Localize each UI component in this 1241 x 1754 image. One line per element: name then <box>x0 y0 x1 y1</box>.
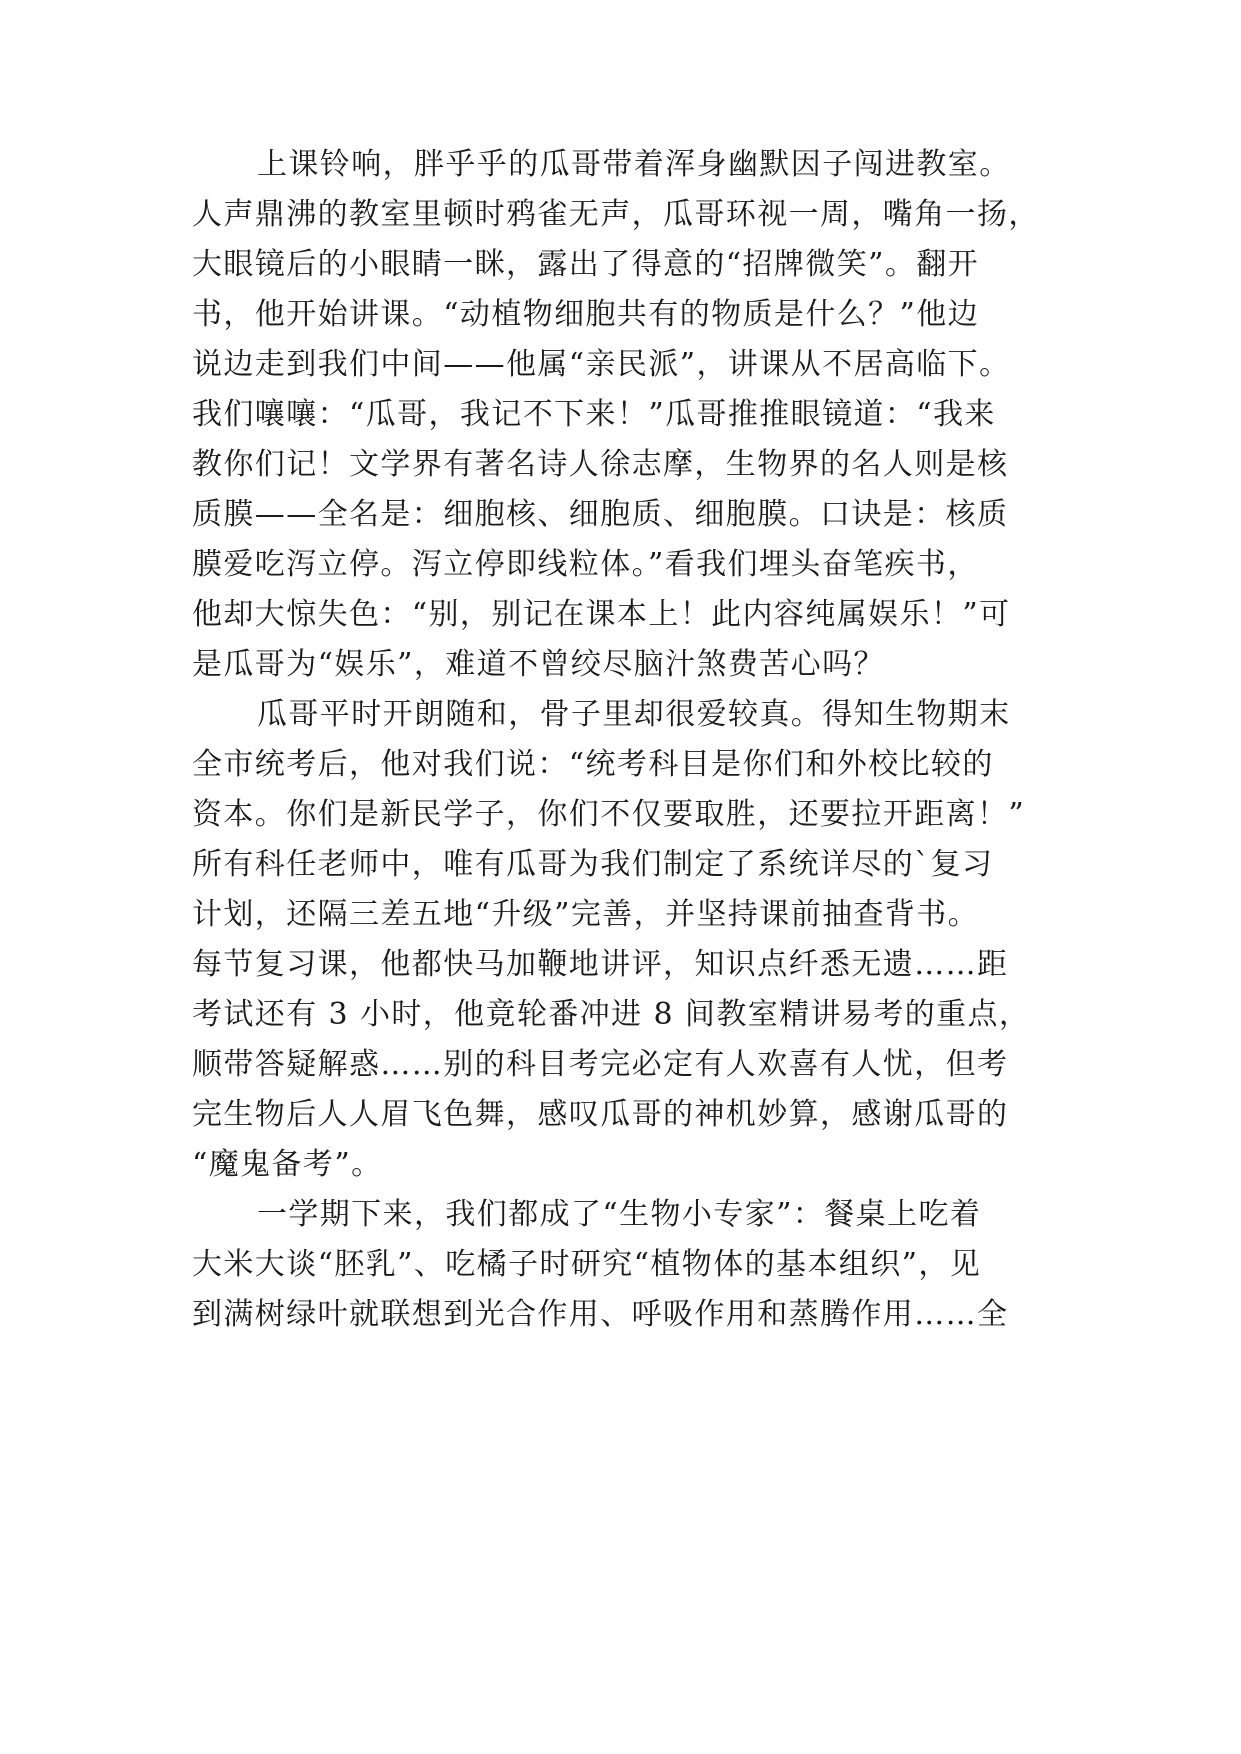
text-line: 我们嚷嚷：“瓜哥，我记不下来！”瓜哥推推眼镜道：“我来 <box>192 397 996 432</box>
text-line: 考试还有 3 小时，他竟轮番冲进 8 间教室精讲易考的重点， <box>192 997 1031 1032</box>
text-line: 是瓜哥为“娱乐”，难道不曾绞尽脑汁煞费苦心吗？ <box>192 647 885 682</box>
text-line: 到满树绿叶就联想到光合作用、呼吸作用和蒸腾作用……全 <box>192 1297 1009 1332</box>
text-line: 顺带答疑解惑……别的科目考完必定有人欢喜有人忧，但考 <box>192 1047 1009 1082</box>
text-line: 上课铃响，胖乎乎的瓜哥带着浑身幽默因子闯进教室。 <box>257 147 1011 182</box>
text-line: 完生物后人人眉飞色舞，感叹瓜哥的神机妙算，感谢瓜哥的 <box>192 1097 1009 1132</box>
text-line: 大米大谈“胚乳”、吃橘子时研究“植物体的基本组织”，见 <box>192 1247 982 1282</box>
text-line: 一学期下来，我们都成了“生物小专家”：餐桌上吃着 <box>257 1197 982 1232</box>
text-line: “魔鬼备考”。 <box>192 1147 383 1182</box>
text-line: 他却大惊失色：“别，别记在课本上！此内容纯属娱乐！”可 <box>192 597 1011 632</box>
text-line: 全市统考后，他对我们说：“统考科目是你们和外校比较的 <box>192 747 994 782</box>
text-line: 教你们记！文学界有著名诗人徐志摩，生物界的名人则是核 <box>192 447 1009 482</box>
text-line: 计划，还隔三差五地“升级”完善，并坚持课前抽查背书。 <box>192 897 980 932</box>
text-line: 资本。你们是新民学子，你们不仅要取胜，还要拉开距离！” <box>192 797 1026 832</box>
text-line: 书，他开始讲课。“动植物细胞共有的物质是什么？”他边 <box>192 297 980 332</box>
text-line: 说边走到我们中间——他属“亲民派”，讲课从不居高临下。 <box>192 347 1011 382</box>
text-line: 大眼镜后的小眼睛一眯，露出了得意的“招牌微笑”。翻开 <box>192 247 980 282</box>
text-line: 膜爱吃泻立停。泻立停即线粒体。”看我们埋头奋笔疾书， <box>192 547 979 582</box>
text-line: 人声鼎沸的教室里顿时鸦雀无声，瓜哥环视一周，嘴角一扬， <box>192 197 1040 232</box>
text-line: 所有科任老师中，唯有瓜哥为我们制定了系统详尽的`复习 <box>192 847 994 882</box>
text-line: 瓜哥平时开朗随和，骨子里却很爱较真。得知生物期末 <box>257 697 1011 732</box>
text-line: 每节复习课，他都快马加鞭地讲评，知识点纤悉无遗……距 <box>192 947 1009 982</box>
text-line: 质膜——全名是：细胞核、细胞质、细胞膜。口诀是：核质 <box>192 497 1009 532</box>
